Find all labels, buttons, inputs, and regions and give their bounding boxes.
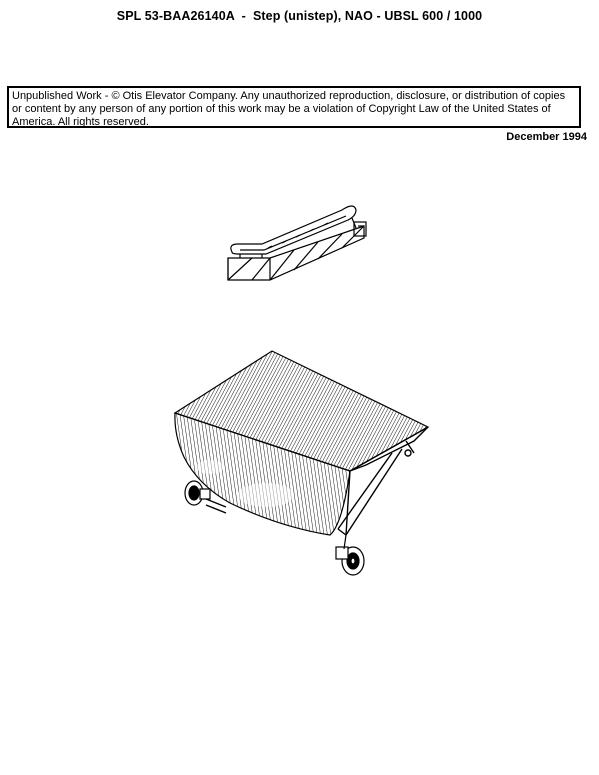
copyright-notice	[7, 86, 581, 128]
escalator-step-drawing-icon	[170, 345, 435, 580]
copyright-notice-text: Unpublished Work - © Otis Elevator Company. Any unauthorized reproduction, disclosure, or distribution of copies or content by any person of any portion of this work may be a violation of Copyright Law of the United States of America. All rights reserved.	[12, 90, 566, 128]
escalator-drawing-icon	[222, 200, 372, 285]
document-title: SPL 53-BAA26140A - Step (unistep), NAO - UBSL 600 / 1000	[116, 9, 483, 23]
document-date: December 1994	[506, 131, 587, 143]
